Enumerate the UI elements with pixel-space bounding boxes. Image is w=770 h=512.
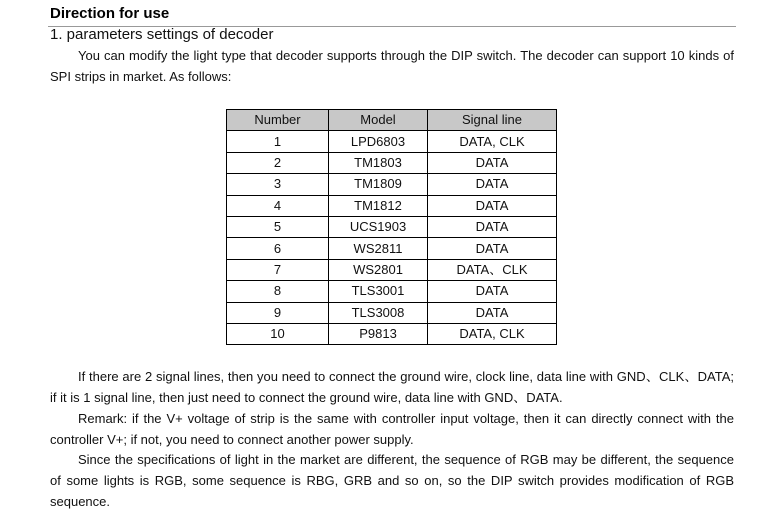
table-row <box>227 152 557 173</box>
cell-signal-line: DATA <box>428 195 557 216</box>
rgb-sequence-paragraph: Since the specifications of light in the market are different, the sequence of RGB may be different, the sequence of some lights is RGB, some sequence is RBG, GRB and so on, so the DIP switch provides modification of RGB sequence. <box>50 452 734 509</box>
intro-paragraph: You can modify the light type that decoder supports through the DIP switch. The decoder can support 10 kinds of SPI strips in market. As follows: <box>50 48 734 84</box>
cell-signal-line: DATA, CLK <box>428 131 557 152</box>
cell-signal-line: DATA <box>428 152 557 173</box>
table-row <box>227 302 557 323</box>
cell-model: P9813 <box>329 323 428 344</box>
remark-paragraph: Remark: if the V+ voltage of strip is the same with controller input voltage, then it can directly connect with the controller V+; if not, you need to connect another power supply. <box>50 411 734 447</box>
cell-number: 5 <box>227 216 329 237</box>
cell-number: 4 <box>227 195 329 216</box>
table-row <box>227 323 557 344</box>
table-row <box>227 259 557 280</box>
cell-number: 6 <box>227 238 329 259</box>
cell-model: TM1803 <box>329 152 428 173</box>
cell-signal-line: DATA <box>428 281 557 302</box>
cell-signal-line: DATA, CLK <box>428 323 557 344</box>
table-row <box>227 238 557 259</box>
cell-number: 3 <box>227 174 329 195</box>
cell-signal-line: DATA、CLK <box>428 259 557 280</box>
cell-model: TLS3001 <box>329 281 428 302</box>
cell-number: 2 <box>227 152 329 173</box>
header-model: Model <box>329 110 428 131</box>
cell-model: WS2801 <box>329 259 428 280</box>
header-number: Number <box>227 110 329 131</box>
cell-number: 10 <box>227 323 329 344</box>
section-title: 1. parameters settings of decoder <box>50 26 274 43</box>
cell-number: 8 <box>227 281 329 302</box>
cell-signal-line: DATA <box>428 238 557 259</box>
page-heading: Direction for use <box>50 5 170 22</box>
cell-model: LPD6803 <box>329 131 428 152</box>
cell-signal-line: DATA <box>428 302 557 323</box>
table-row <box>227 174 557 195</box>
cell-model: TLS3008 <box>329 302 428 323</box>
cell-model: TM1812 <box>329 195 428 216</box>
strip-types-table <box>226 109 557 345</box>
table-row <box>227 195 557 216</box>
cell-signal-line: DATA <box>428 216 557 237</box>
cell-signal-line: DATA <box>428 174 557 195</box>
cell-number: 1 <box>227 131 329 152</box>
table-row <box>227 281 557 302</box>
table-row <box>227 216 557 237</box>
cell-model: UCS1903 <box>329 216 428 237</box>
signal-line-paragraph: If there are 2 signal lines, then you need to connect the ground wire, clock line, data line with GND、CLK、DATA; if it is 1 signal line, then just need to connect the ground wire, data line with GND、DATA. <box>50 369 734 405</box>
cell-number: 9 <box>227 302 329 323</box>
table-header-row <box>227 110 557 131</box>
cell-model: WS2811 <box>329 238 428 259</box>
cell-number: 7 <box>227 259 329 280</box>
cell-model: TM1809 <box>329 174 428 195</box>
table-row <box>227 131 557 152</box>
header-signal-line: Signal line <box>428 110 557 131</box>
